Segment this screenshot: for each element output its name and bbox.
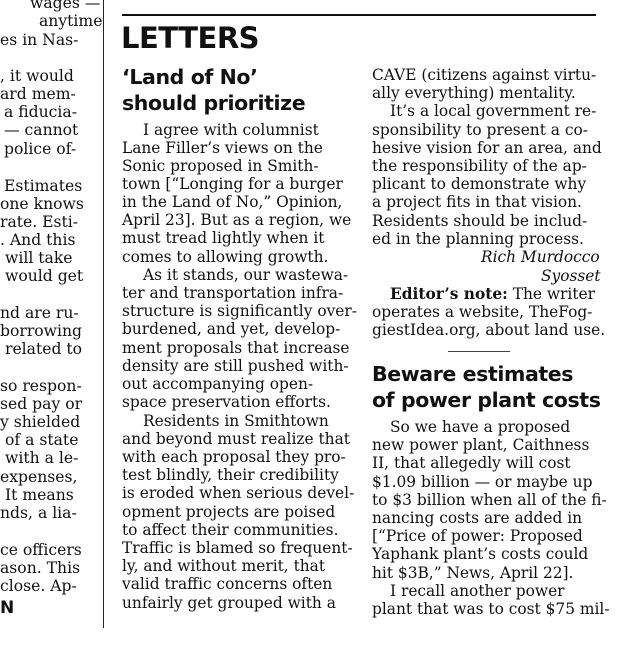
prev-line: a fiducia- [4, 103, 77, 121]
prev-line: nds, a lia- [0, 504, 77, 522]
body-line: Residents in Smithtown [143, 412, 329, 430]
prev-line: anytime [39, 12, 103, 30]
body-line: ter and transportation infra- [122, 284, 344, 302]
headline-line: of power plant costs [372, 388, 601, 412]
body-line: space preservation efforts. [122, 393, 331, 411]
prev-line: rate. Esti- [0, 213, 79, 231]
prev-line: — cannot [4, 121, 79, 139]
column-divider [103, 0, 104, 628]
body-line: ed in the planning process. [372, 230, 584, 248]
prev-line: will take [5, 249, 73, 267]
prev-line: y shielded [0, 413, 81, 431]
prev-line: ce officers [0, 541, 82, 559]
section-title: LETTERS [121, 21, 260, 55]
body-line: test blindly, their credibility [122, 466, 339, 484]
body-line: Traffic is blamed so frequent- [122, 539, 353, 557]
prev-line: close. Ap- [0, 577, 77, 595]
body-line: is eroded when serious devel- [122, 484, 355, 502]
prev-line: . And this [0, 231, 76, 249]
signature-place: Syosset [541, 267, 601, 285]
editor-note-first-line [390, 285, 595, 303]
prev-line: wages — [30, 0, 101, 12]
body-line: to affect their communities. [122, 521, 339, 539]
body-line: It’s a local government re- [390, 102, 597, 120]
body-line: with each proposal they pro- [122, 448, 346, 466]
prev-line: es in Nas- [0, 31, 79, 49]
body-line: plant that was to cost $75 mil- [372, 600, 610, 618]
body-line: So we have a proposed [390, 418, 571, 436]
signature-name: Rich Murdocco [481, 248, 600, 266]
editor-note-text: The writer [507, 285, 595, 303]
letter-divider [448, 351, 510, 352]
body-line: plicant to demonstrate why [372, 175, 587, 193]
prev-line: so respon- [0, 377, 82, 395]
prev-line: Estimates [4, 177, 83, 195]
body-line: comes to allowing growth. [122, 248, 329, 266]
prev-line: police of- [4, 140, 77, 158]
prev-line: , it would [0, 67, 74, 85]
body-line: ment proposals that increase [122, 339, 350, 357]
body-line: a project fits in that vision. [372, 193, 582, 211]
body-line: giestIdea.org, about land use. [372, 321, 606, 339]
body-line: town [“Longing for a burger [122, 175, 343, 193]
prev-line: sed pay or [0, 395, 83, 413]
body-line: I agree with columnist [143, 121, 319, 139]
prev-line: ard mem- [0, 85, 76, 103]
body-line: and beyond must realize that [122, 430, 350, 448]
body-line: sponsibility to present a co- [372, 121, 588, 139]
headline-line: Beware estimates [372, 362, 574, 386]
prev-line: would get [5, 267, 84, 285]
prev-line: nd are ru- [0, 304, 79, 322]
body-line: the responsibility of the ap- [372, 157, 587, 175]
body-line: ally everything) mentality. [372, 84, 576, 102]
prev-line: of a state [5, 431, 79, 449]
prev-line: It means [5, 486, 74, 504]
prev-line: borrowing [0, 322, 83, 340]
body-line: operates a website, TheFog- [372, 303, 593, 321]
body-line: in the Land of No,” Opinion, [122, 193, 343, 211]
body-line: density are still pushed with- [122, 357, 349, 375]
body-line: valid traffic concerns often [122, 575, 333, 593]
body-line: must tread lightly when it [122, 229, 325, 247]
body-line: unfairly get grouped with a [122, 594, 336, 612]
section-top-rule [122, 14, 596, 16]
body-line: ly, and without merit, that [122, 557, 326, 575]
body-line: out accompanying open- [122, 375, 314, 393]
headline-line: should prioritize [122, 91, 306, 115]
body-line: Residents should be includ- [372, 212, 588, 230]
body-line: burdened, and yet, develop- [122, 320, 341, 338]
body-line: II, that allegedly will cost [372, 454, 571, 472]
prev-line: related to [5, 340, 83, 358]
body-line: hesive vision for an area, and [372, 139, 602, 157]
body-line: nancing costs are added in [372, 509, 583, 527]
prev-line: expenses, [0, 468, 78, 486]
body-line: to $3 billion when all of the fi- [372, 491, 607, 509]
body-line: Yaphank plant’s costs could [372, 545, 589, 563]
headline-line: ‘Land of No’ [122, 65, 258, 89]
prev-line: one knows [0, 195, 84, 213]
body-line: hit $3B,” News, April 22]. [372, 564, 574, 582]
body-line: I recall another power [390, 582, 565, 600]
body-line: Lane Filler’s views on the [122, 139, 323, 157]
body-line: $1.09 billion — or maybe up [372, 473, 593, 491]
body-line: new power plant, Caithness [372, 436, 590, 454]
body-line: As it stands, our wastewa- [143, 266, 349, 284]
prev-line: ason. This [0, 559, 81, 577]
body-line: [“Price of power: Proposed [372, 527, 583, 545]
prev-partial-bold: N [0, 598, 15, 618]
body-line: structure is significantly over- [122, 302, 357, 320]
editor-note-label: Editor’s note: [390, 285, 508, 303]
body-line: CAVE (citizens against virtu- [372, 66, 597, 84]
body-line: April 23]. But as a region, we [122, 211, 352, 229]
prev-line: with a le- [5, 449, 79, 467]
body-line: opment projects are poised [122, 503, 336, 521]
body-line: Sonic proposed in Smith- [122, 157, 319, 175]
